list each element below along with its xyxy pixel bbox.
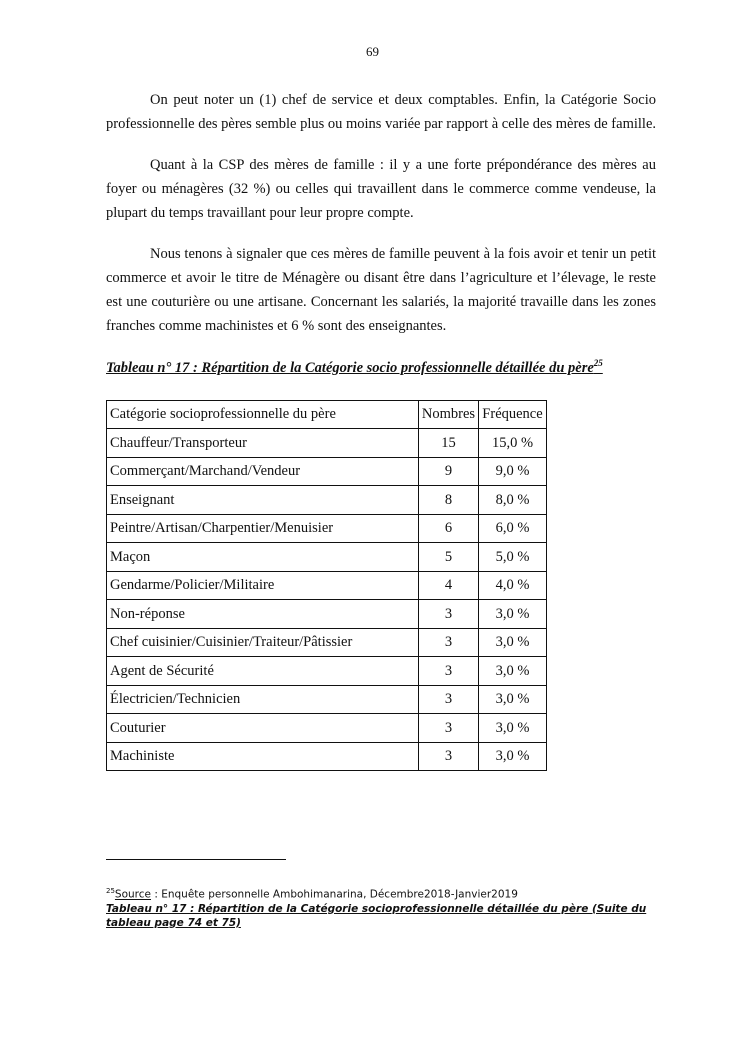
table-row <box>107 543 547 572</box>
cell-count: 8 <box>419 486 479 515</box>
table-row <box>107 685 547 714</box>
cell-category: Gendarme/Policier/Militaire <box>107 571 419 600</box>
footnote <box>106 884 666 930</box>
cell-frequency: 4,0 % <box>479 571 547 600</box>
cell-frequency: 3,0 % <box>479 685 547 714</box>
cell-category: Chauffeur/Transporteur <box>107 429 419 458</box>
table-row <box>107 429 547 458</box>
footnote-separator <box>106 859 286 860</box>
footnote-continuation: Tableau n° 17 : Répartition de la Catégorie socioprofessionnelle détaillée du père (Suite du tableau page 74 et 75) <box>106 902 647 929</box>
paragraph-1: On peut noter un (1) chef de service et deux comptables. Enfin, la Catégorie Socio professionnelle des pères semble plus ou moins variée par rapport à celle des mères de famille. <box>106 92 657 132</box>
cell-count: 3 <box>419 742 479 771</box>
cell-count: 3 <box>419 600 479 629</box>
cell-frequency: 3,0 % <box>479 600 547 629</box>
cell-frequency: 6,0 % <box>479 514 547 543</box>
cell-count: 15 <box>419 429 479 458</box>
cell-frequency: 3,0 % <box>479 742 547 771</box>
cell-count: 5 <box>419 543 479 572</box>
header-count: Nombres <box>419 400 479 429</box>
header-frequency: Fréquence <box>479 400 547 429</box>
footnote-marker: 25 <box>106 887 115 895</box>
csp-table <box>106 400 547 772</box>
cell-frequency: 8,0 % <box>479 486 547 515</box>
cell-frequency: 3,0 % <box>479 628 547 657</box>
table-caption <box>106 358 656 377</box>
header-category: Catégorie socioprofessionnelle du père <box>107 400 419 429</box>
table-row <box>107 514 547 543</box>
cell-category: Peintre/Artisan/Charpentier/Menuisier <box>107 514 419 543</box>
cell-category: Agent de Sécurité <box>107 657 419 686</box>
table-header-row <box>107 400 547 429</box>
cell-category: Électricien/Technicien <box>107 685 419 714</box>
cell-category: Commerçant/Marchand/Vendeur <box>107 457 419 486</box>
cell-count: 3 <box>419 657 479 686</box>
table-row <box>107 742 547 771</box>
cell-frequency: 3,0 % <box>479 714 547 743</box>
table-row <box>107 571 547 600</box>
footnote-source-label: Source <box>114 888 151 901</box>
footnote-source <box>106 884 666 902</box>
cell-frequency: 15,0 % <box>479 429 547 458</box>
footnote-source-text: : Enquête personnelle Ambohimanarina, Décembre2018-Janvier2019 <box>151 888 518 901</box>
cell-category: Maçon <box>107 543 419 572</box>
cell-frequency: 5,0 % <box>479 543 547 572</box>
cell-count: 3 <box>419 685 479 714</box>
cell-count: 6 <box>419 514 479 543</box>
table-row <box>107 657 547 686</box>
cell-category: Enseignant <box>107 486 419 515</box>
table-row <box>107 457 547 486</box>
cell-count: 9 <box>419 457 479 486</box>
cell-count: 3 <box>419 628 479 657</box>
page-number: 69 <box>366 44 379 59</box>
cell-count: 4 <box>419 571 479 600</box>
cell-frequency: 3,0 % <box>479 657 547 686</box>
cell-count: 3 <box>419 714 479 743</box>
cell-category: Non-réponse <box>107 600 419 629</box>
paragraph-2: Quant à la CSP des mères de famille : il y a une forte prépondérance des mères au foyer ou ménagères (32 %) ou celles qui travaillent dans le commerce comme vendeuse, la plupart du temps travaillant pour leur propre compte. <box>106 157 656 221</box>
cell-category: Chef cuisinier/Cuisinier/Traiteur/Pâtissier <box>107 628 419 657</box>
cell-frequency: 9,0 % <box>479 457 547 486</box>
table-row <box>107 628 547 657</box>
table-row <box>107 714 547 743</box>
cell-category: Couturier <box>107 714 419 743</box>
table-row <box>107 486 547 515</box>
cell-category: Machiniste <box>107 742 419 771</box>
table-caption-text: Tableau n° 17 : Répartition de la Catégorie socio professionnelle détaillée du père <box>106 359 594 376</box>
table-caption-footnote-ref: 25 <box>593 358 603 368</box>
paragraph-3: Nous tenons à signaler que ces mères de famille peuvent à la fois avoir et tenir un petit commerce et avoir le titre de Ménagère ou disant être dans l’agriculture et l’élevage, le reste est une couturière ou une artisane. Concernant les salariés, la majorité travaille dans les zones franches comme machinistes et 6 % sont des enseignantes. <box>106 246 656 334</box>
table-row <box>107 600 547 629</box>
main-content <box>106 88 656 771</box>
